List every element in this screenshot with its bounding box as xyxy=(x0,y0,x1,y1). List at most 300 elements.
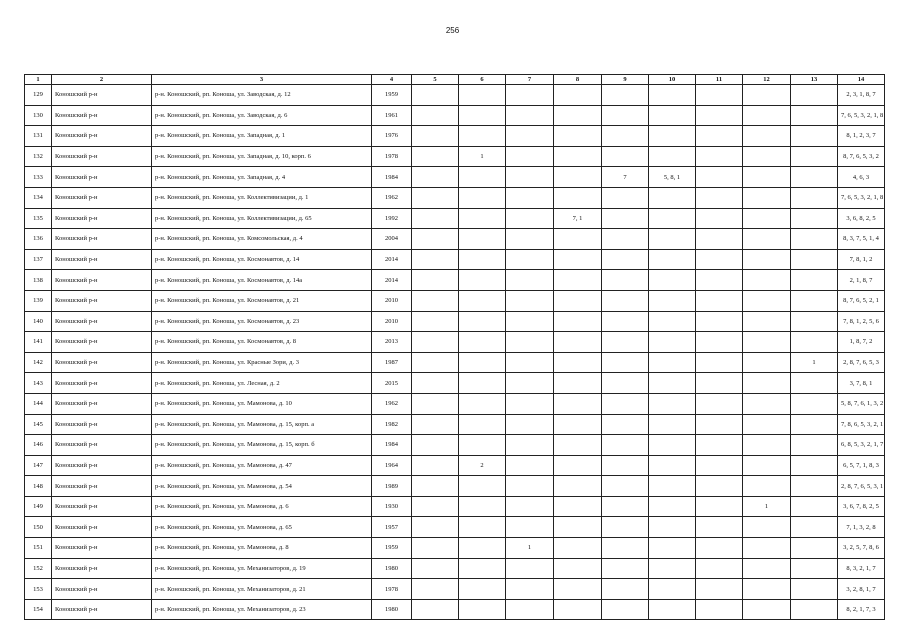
cell-col-13 xyxy=(791,435,838,456)
cell-col-13 xyxy=(791,208,838,229)
cell-col-13 xyxy=(791,414,838,435)
cell-district: Коношский р-н xyxy=(52,393,152,414)
table-row xyxy=(25,146,885,167)
column-header-1: 1 xyxy=(25,75,52,85)
cell-col-8 xyxy=(554,105,602,126)
cell-row-number: 142 xyxy=(25,352,52,373)
cell-address: р-н. Коношский, рп. Коноша, ул. Лесная, д. 2 xyxy=(152,373,372,394)
cell-col-7 xyxy=(506,126,554,147)
registry-table xyxy=(24,74,885,620)
cell-row-number: 136 xyxy=(25,229,52,250)
cell-col-8 xyxy=(554,229,602,250)
cell-col-9 xyxy=(602,332,649,353)
cell-col-8: 7, 1 xyxy=(554,208,602,229)
cell-col-6 xyxy=(459,414,506,435)
cell-col-12 xyxy=(743,455,791,476)
cell-col-13 xyxy=(791,373,838,394)
cell-col-7 xyxy=(506,146,554,167)
column-header-5: 5 xyxy=(412,75,459,85)
cell-col-11 xyxy=(696,435,743,456)
table-row xyxy=(25,496,885,517)
cell-col-8 xyxy=(554,538,602,559)
cell-col-5 xyxy=(412,208,459,229)
cell-col-13 xyxy=(791,290,838,311)
cell-district: Коношский р-н xyxy=(52,517,152,538)
cell-col-5 xyxy=(412,496,459,517)
cell-col-11 xyxy=(696,249,743,270)
cell-col-13 xyxy=(791,538,838,559)
cell-priority-codes: 8, 2, 1, 7, 3 xyxy=(838,599,885,620)
table-row xyxy=(25,105,885,126)
cell-col-10 xyxy=(649,249,696,270)
cell-col-9 xyxy=(602,393,649,414)
cell-address: р-н. Коношский, рп. Коноша, ул. Западная, д. 4 xyxy=(152,167,372,188)
cell-col-6 xyxy=(459,393,506,414)
cell-col-6 xyxy=(459,538,506,559)
cell-col-11 xyxy=(696,85,743,106)
cell-col-13 xyxy=(791,599,838,620)
table-row xyxy=(25,290,885,311)
cell-priority-codes: 5, 8, 7, 6, 1, 3, 2 xyxy=(838,393,885,414)
cell-row-number: 141 xyxy=(25,332,52,353)
cell-col-7 xyxy=(506,352,554,373)
cell-col-9 xyxy=(602,146,649,167)
cell-year: 1957 xyxy=(372,517,412,538)
cell-col-10 xyxy=(649,352,696,373)
cell-col-5 xyxy=(412,558,459,579)
cell-col-10 xyxy=(649,373,696,394)
cell-row-number: 131 xyxy=(25,126,52,147)
cell-col-11 xyxy=(696,599,743,620)
cell-col-9 xyxy=(602,599,649,620)
cell-col-9 xyxy=(602,208,649,229)
cell-col-7 xyxy=(506,455,554,476)
cell-col-5 xyxy=(412,126,459,147)
cell-row-number: 146 xyxy=(25,435,52,456)
cell-priority-codes: 3, 2, 8, 1, 7 xyxy=(838,579,885,600)
table-row xyxy=(25,126,885,147)
cell-col-6 xyxy=(459,558,506,579)
cell-col-9 xyxy=(602,496,649,517)
cell-col-12 xyxy=(743,393,791,414)
cell-district: Коношский р-н xyxy=(52,249,152,270)
cell-col-13 xyxy=(791,455,838,476)
cell-col-6 xyxy=(459,579,506,600)
cell-year: 1980 xyxy=(372,599,412,620)
cell-col-13 xyxy=(791,393,838,414)
cell-col-8 xyxy=(554,311,602,332)
cell-year: 1961 xyxy=(372,105,412,126)
page-number: 256 xyxy=(445,26,460,35)
cell-col-12 xyxy=(743,476,791,497)
cell-col-9: 7 xyxy=(602,167,649,188)
cell-col-13 xyxy=(791,146,838,167)
cell-col-9 xyxy=(602,373,649,394)
cell-year: 1989 xyxy=(372,476,412,497)
table-row xyxy=(25,270,885,291)
cell-row-number: 152 xyxy=(25,558,52,579)
cell-col-10 xyxy=(649,146,696,167)
cell-col-12 xyxy=(743,208,791,229)
cell-address: р-н. Коношский, рп. Коноша, ул. Западная, д. 1 xyxy=(152,126,372,147)
cell-col-11 xyxy=(696,414,743,435)
cell-priority-codes: 2, 8, 7, 6, 5, 3, 1 xyxy=(838,476,885,497)
cell-col-7 xyxy=(506,414,554,435)
cell-row-number: 135 xyxy=(25,208,52,229)
cell-col-7 xyxy=(506,476,554,497)
cell-district: Коношский р-н xyxy=(52,352,152,373)
cell-district: Коношский р-н xyxy=(52,146,152,167)
cell-col-13 xyxy=(791,85,838,106)
cell-col-10 xyxy=(649,435,696,456)
cell-col-12 xyxy=(743,373,791,394)
cell-col-12 xyxy=(743,435,791,456)
cell-col-12 xyxy=(743,599,791,620)
cell-col-12 xyxy=(743,167,791,188)
column-header-4: 4 xyxy=(372,75,412,85)
cell-col-12 xyxy=(743,352,791,373)
cell-col-5 xyxy=(412,517,459,538)
cell-year: 2010 xyxy=(372,311,412,332)
cell-col-5 xyxy=(412,414,459,435)
cell-col-12 xyxy=(743,311,791,332)
cell-address: р-н. Коношский, рп. Коноша, ул. Коллективизации, д. 65 xyxy=(152,208,372,229)
cell-col-6 xyxy=(459,599,506,620)
cell-col-12 xyxy=(743,249,791,270)
cell-col-5 xyxy=(412,146,459,167)
cell-col-13 xyxy=(791,126,838,147)
cell-col-10: 5, 8, 1 xyxy=(649,167,696,188)
cell-col-6 xyxy=(459,126,506,147)
cell-col-8 xyxy=(554,373,602,394)
cell-col-5 xyxy=(412,249,459,270)
cell-col-9 xyxy=(602,476,649,497)
cell-address: р-н. Коношский, рп. Коноша, ул. Мамонова, д. 65 xyxy=(152,517,372,538)
cell-district: Коношский р-н xyxy=(52,105,152,126)
cell-priority-codes: 2, 1, 8, 7 xyxy=(838,270,885,291)
cell-col-6 xyxy=(459,352,506,373)
cell-col-11 xyxy=(696,332,743,353)
cell-district: Коношский р-н xyxy=(52,599,152,620)
cell-priority-codes: 2, 3, 1, 8, 7 xyxy=(838,85,885,106)
cell-address: р-н. Коношский, рп. Коноша, ул. Мамонова, д. 8 xyxy=(152,538,372,559)
table-row xyxy=(25,579,885,600)
cell-col-11 xyxy=(696,558,743,579)
cell-priority-codes: 7, 8, 1, 2 xyxy=(838,249,885,270)
cell-priority-codes: 3, 7, 8, 1 xyxy=(838,373,885,394)
column-header-2: 2 xyxy=(52,75,152,85)
cell-year: 1962 xyxy=(372,393,412,414)
cell-col-7 xyxy=(506,167,554,188)
cell-col-12 xyxy=(743,558,791,579)
cell-col-6 xyxy=(459,373,506,394)
cell-col-10 xyxy=(649,599,696,620)
table-body xyxy=(25,85,885,620)
cell-col-7 xyxy=(506,496,554,517)
cell-col-8 xyxy=(554,435,602,456)
cell-priority-codes: 8, 7, 6, 5, 2, 1 xyxy=(838,290,885,311)
cell-col-6 xyxy=(459,496,506,517)
cell-col-5 xyxy=(412,270,459,291)
cell-col-7 xyxy=(506,85,554,106)
cell-col-5 xyxy=(412,435,459,456)
cell-priority-codes: 8, 3, 7, 5, 1, 4 xyxy=(838,229,885,250)
cell-col-7 xyxy=(506,270,554,291)
cell-col-13 xyxy=(791,517,838,538)
cell-col-13 xyxy=(791,496,838,517)
table-row xyxy=(25,85,885,106)
cell-district: Коношский р-н xyxy=(52,167,152,188)
cell-col-9 xyxy=(602,558,649,579)
column-header-3: 3 xyxy=(152,75,372,85)
cell-col-7: 1 xyxy=(506,538,554,559)
table-row xyxy=(25,311,885,332)
table-row xyxy=(25,167,885,188)
cell-address: р-н. Коношский, рп. Коноша, ул. Мамонова, д. 54 xyxy=(152,476,372,497)
cell-col-11 xyxy=(696,126,743,147)
cell-year: 2015 xyxy=(372,373,412,394)
cell-year: 1964 xyxy=(372,455,412,476)
cell-year: 1959 xyxy=(372,85,412,106)
cell-address: р-н. Коношский, рп. Коноша, ул. Мамонова, д. 15, корп. б xyxy=(152,435,372,456)
cell-address: р-н. Коношский, рп. Коноша, ул. Механизаторов, д. 21 xyxy=(152,579,372,600)
cell-priority-codes: 7, 8, 1, 2, 5, 6 xyxy=(838,311,885,332)
cell-row-number: 133 xyxy=(25,167,52,188)
cell-col-12 xyxy=(743,85,791,106)
cell-col-9 xyxy=(602,85,649,106)
cell-col-11 xyxy=(696,290,743,311)
cell-district: Коношский р-н xyxy=(52,270,152,291)
table-row xyxy=(25,229,885,250)
cell-col-8 xyxy=(554,332,602,353)
cell-col-13 xyxy=(791,332,838,353)
cell-col-12 xyxy=(743,538,791,559)
cell-col-6 xyxy=(459,187,506,208)
cell-col-10 xyxy=(649,229,696,250)
cell-col-6 xyxy=(459,290,506,311)
cell-row-number: 139 xyxy=(25,290,52,311)
table-row xyxy=(25,558,885,579)
cell-col-6 xyxy=(459,311,506,332)
cell-priority-codes: 8, 3, 2, 1, 7 xyxy=(838,558,885,579)
cell-col-7 xyxy=(506,599,554,620)
cell-col-8 xyxy=(554,270,602,291)
table-row xyxy=(25,332,885,353)
cell-col-13 xyxy=(791,105,838,126)
cell-district: Коношский р-н xyxy=(52,496,152,517)
cell-col-13: 1 xyxy=(791,352,838,373)
cell-col-6: 1 xyxy=(459,146,506,167)
cell-col-5 xyxy=(412,373,459,394)
cell-col-12 xyxy=(743,517,791,538)
table-row xyxy=(25,476,885,497)
cell-col-13 xyxy=(791,187,838,208)
cell-col-5 xyxy=(412,599,459,620)
cell-row-number: 130 xyxy=(25,105,52,126)
cell-row-number: 138 xyxy=(25,270,52,291)
cell-address: р-н. Коношский, рп. Коноша, ул. Мамонова, д. 6 xyxy=(152,496,372,517)
cell-priority-codes: 3, 6, 7, 8, 2, 5 xyxy=(838,496,885,517)
table-row xyxy=(25,352,885,373)
cell-priority-codes: 7, 8, 6, 5, 3, 2, 1 xyxy=(838,414,885,435)
cell-col-7 xyxy=(506,249,554,270)
cell-col-7 xyxy=(506,517,554,538)
cell-district: Коношский р-н xyxy=(52,311,152,332)
cell-col-6 xyxy=(459,105,506,126)
cell-year: 1978 xyxy=(372,146,412,167)
cell-col-12: 1 xyxy=(743,496,791,517)
cell-col-11 xyxy=(696,373,743,394)
cell-district: Коношский р-н xyxy=(52,85,152,106)
cell-col-11 xyxy=(696,270,743,291)
cell-col-10 xyxy=(649,414,696,435)
cell-col-5 xyxy=(412,455,459,476)
cell-priority-codes: 3, 6, 8, 2, 5 xyxy=(838,208,885,229)
column-header-14: 14 xyxy=(838,75,885,85)
cell-col-5 xyxy=(412,352,459,373)
cell-priority-codes: 7, 6, 5, 3, 2, 1, 8 xyxy=(838,105,885,126)
cell-col-9 xyxy=(602,187,649,208)
cell-col-6 xyxy=(459,167,506,188)
cell-col-12 xyxy=(743,126,791,147)
cell-district: Коношский р-н xyxy=(52,126,152,147)
cell-col-5 xyxy=(412,85,459,106)
cell-priority-codes: 3, 2, 5, 7, 8, 6 xyxy=(838,538,885,559)
cell-priority-codes: 1, 8, 7, 2 xyxy=(838,332,885,353)
cell-col-12 xyxy=(743,332,791,353)
cell-year: 1992 xyxy=(372,208,412,229)
cell-col-11 xyxy=(696,538,743,559)
cell-district: Коношский р-н xyxy=(52,558,152,579)
cell-col-10 xyxy=(649,270,696,291)
cell-col-12 xyxy=(743,146,791,167)
cell-address: р-н. Коношский, рп. Коноша, ул. Комсомольская, д. 4 xyxy=(152,229,372,250)
cell-col-11 xyxy=(696,105,743,126)
cell-year: 2010 xyxy=(372,290,412,311)
cell-col-13 xyxy=(791,579,838,600)
cell-col-11 xyxy=(696,352,743,373)
cell-row-number: 129 xyxy=(25,85,52,106)
cell-address: р-н. Коношский, рп. Коноша, ул. Коллективизации, д. 1 xyxy=(152,187,372,208)
cell-col-13 xyxy=(791,476,838,497)
cell-col-7 xyxy=(506,311,554,332)
cell-col-8 xyxy=(554,249,602,270)
cell-year: 2013 xyxy=(372,332,412,353)
cell-col-11 xyxy=(696,476,743,497)
table-row xyxy=(25,435,885,456)
cell-col-6 xyxy=(459,332,506,353)
cell-col-9 xyxy=(602,538,649,559)
cell-col-12 xyxy=(743,105,791,126)
table-row xyxy=(25,393,885,414)
cell-priority-codes: 4, 6, 3 xyxy=(838,167,885,188)
cell-row-number: 145 xyxy=(25,414,52,435)
cell-col-7 xyxy=(506,393,554,414)
cell-year: 1978 xyxy=(372,579,412,600)
cell-col-6 xyxy=(459,435,506,456)
column-header-13: 13 xyxy=(791,75,838,85)
cell-col-8 xyxy=(554,599,602,620)
cell-col-10 xyxy=(649,476,696,497)
cell-col-10 xyxy=(649,538,696,559)
cell-col-11 xyxy=(696,146,743,167)
table-row xyxy=(25,517,885,538)
cell-row-number: 144 xyxy=(25,393,52,414)
cell-row-number: 143 xyxy=(25,373,52,394)
column-header-10: 10 xyxy=(649,75,696,85)
cell-col-5 xyxy=(412,290,459,311)
cell-row-number: 137 xyxy=(25,249,52,270)
cell-col-8 xyxy=(554,187,602,208)
cell-col-5 xyxy=(412,229,459,250)
cell-col-7 xyxy=(506,373,554,394)
column-header-6: 6 xyxy=(459,75,506,85)
cell-col-9 xyxy=(602,229,649,250)
cell-row-number: 140 xyxy=(25,311,52,332)
table-header xyxy=(25,75,885,85)
cell-col-5 xyxy=(412,311,459,332)
cell-row-number: 147 xyxy=(25,455,52,476)
table-row xyxy=(25,538,885,559)
cell-col-13 xyxy=(791,558,838,579)
cell-district: Коношский р-н xyxy=(52,229,152,250)
cell-col-9 xyxy=(602,579,649,600)
cell-col-9 xyxy=(602,249,649,270)
cell-col-9 xyxy=(602,352,649,373)
cell-col-10 xyxy=(649,496,696,517)
cell-col-6: 2 xyxy=(459,455,506,476)
cell-col-8 xyxy=(554,352,602,373)
cell-year: 1930 xyxy=(372,496,412,517)
cell-address: р-н. Коношский, рп. Коноша, ул. Космонавтов, д. 23 xyxy=(152,311,372,332)
cell-col-9 xyxy=(602,105,649,126)
cell-col-9 xyxy=(602,311,649,332)
cell-col-11 xyxy=(696,208,743,229)
cell-address: р-н. Коношский, рп. Коноша, ул. Механизаторов, д. 23 xyxy=(152,599,372,620)
cell-district: Коношский р-н xyxy=(52,579,152,600)
cell-priority-codes: 7, 6, 5, 3, 2, 1, 8 xyxy=(838,187,885,208)
cell-district: Коношский р-н xyxy=(52,476,152,497)
cell-address: р-н. Коношский, рп. Коноша, ул. Западная, д. 10, корп. 6 xyxy=(152,146,372,167)
table-row xyxy=(25,414,885,435)
cell-col-5 xyxy=(412,393,459,414)
cell-col-10 xyxy=(649,455,696,476)
column-header-9: 9 xyxy=(602,75,649,85)
table-row xyxy=(25,249,885,270)
cell-col-11 xyxy=(696,517,743,538)
column-header-8: 8 xyxy=(554,75,602,85)
cell-district: Коношский р-н xyxy=(52,373,152,394)
cell-col-8 xyxy=(554,85,602,106)
cell-col-13 xyxy=(791,249,838,270)
cell-col-6 xyxy=(459,476,506,497)
table-row xyxy=(25,455,885,476)
cell-priority-codes: 7, 1, 3, 2, 8 xyxy=(838,517,885,538)
cell-year: 1976 xyxy=(372,126,412,147)
cell-col-11 xyxy=(696,167,743,188)
cell-col-5 xyxy=(412,579,459,600)
cell-address: р-н. Коношский, рп. Коноша, ул. Космонавтов, д. 14 xyxy=(152,249,372,270)
cell-col-7 xyxy=(506,105,554,126)
cell-col-8 xyxy=(554,579,602,600)
cell-year: 2014 xyxy=(372,249,412,270)
cell-col-5 xyxy=(412,476,459,497)
cell-col-6 xyxy=(459,270,506,291)
cell-col-7 xyxy=(506,435,554,456)
cell-col-13 xyxy=(791,270,838,291)
cell-col-7 xyxy=(506,579,554,600)
cell-priority-codes: 6, 5, 7, 1, 8, 3 xyxy=(838,455,885,476)
